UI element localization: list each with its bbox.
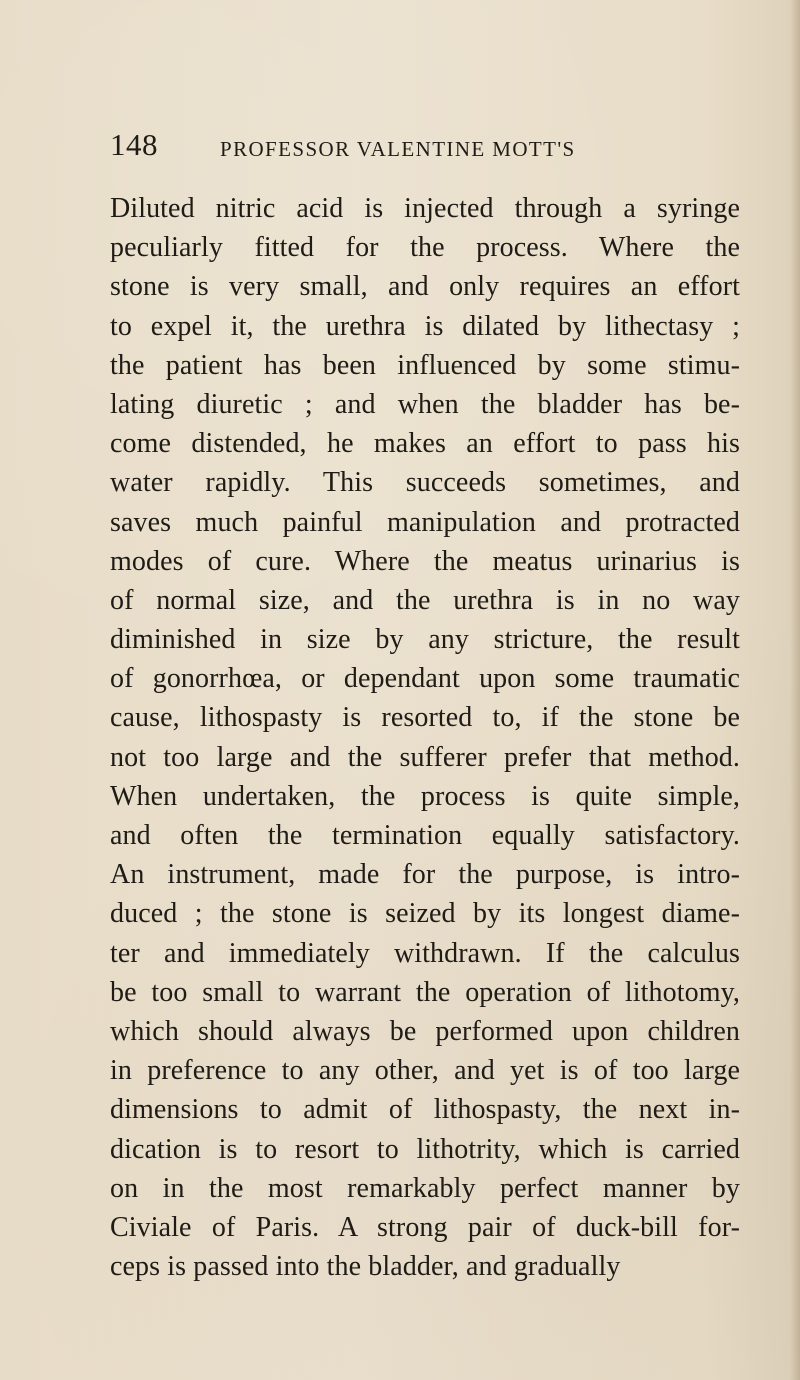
- text-line: saves much painful manipulation and protracted: [110, 506, 740, 538]
- page-header: [110, 128, 630, 168]
- text-line: ceps is passed into the bladder, and gradually: [110, 1251, 621, 1283]
- text-line: peculiarly fitted for the process. Where the: [110, 232, 740, 264]
- text-line: not too large and the sufferer prefer that method.: [110, 741, 740, 773]
- text-line: the patient has been influenced by some stimu-: [110, 349, 740, 381]
- text-line: dication is to resort to lithotrity, which is carried: [110, 1133, 740, 1165]
- text-line: Diluted nitric acid is injected through a syringe: [110, 193, 740, 224]
- text-line: of gonorrhœa, or dependant upon some traumatic: [110, 663, 740, 695]
- text-line: ter and immediately withdrawn. If the calculus: [110, 937, 740, 969]
- page-edge-shadow: [790, 0, 800, 1380]
- text-line: on in the most remarkably perfect manner by: [110, 1172, 740, 1204]
- text-line: come distended, he makes an effort to pass his: [110, 428, 740, 460]
- text-line: Civiale of Paris. A strong pair of duck-bill for-: [110, 1211, 740, 1243]
- text-line: stone is very small, and only requires an effort: [110, 271, 740, 303]
- text-line: diminished in size by any stricture, the result: [110, 624, 740, 656]
- text-line: An instrument, made for the purpose, is intro-: [110, 859, 740, 891]
- text-line: be too small to warrant the operation of lithotomy,: [110, 976, 740, 1008]
- text-line: duced ; the stone is seized by its longest diame-: [110, 898, 740, 930]
- text-line: When undertaken, the process is quite simple,: [110, 780, 740, 812]
- text-line: dimensions to admit of lithospasty, the next in-: [110, 1094, 740, 1126]
- text-line: which should always be performed upon children: [110, 1015, 740, 1047]
- running-head: PROFESSOR VALENTINE MOTT'S: [220, 137, 576, 161]
- text-line: and often the termination equally satisfactory.: [110, 820, 740, 851]
- text-line: of normal size, and the urethra is in no way: [110, 584, 740, 616]
- text-line: lating diuretic ; and when the bladder has be-: [110, 388, 740, 420]
- text-line: modes of cure. Where the meatus urinarius is: [110, 545, 740, 577]
- body-text: [110, 189, 740, 1286]
- text-line: to expel it, the urethra is dilated by lithectasy ;: [110, 310, 740, 342]
- text-line: in preference to any other, and yet is of too large: [110, 1055, 740, 1087]
- text-line: water rapidly. This succeeds sometimes, and: [110, 467, 740, 499]
- text-line: cause, lithospasty is resorted to, if the stone be: [110, 702, 740, 734]
- page-number: 148: [110, 127, 158, 162]
